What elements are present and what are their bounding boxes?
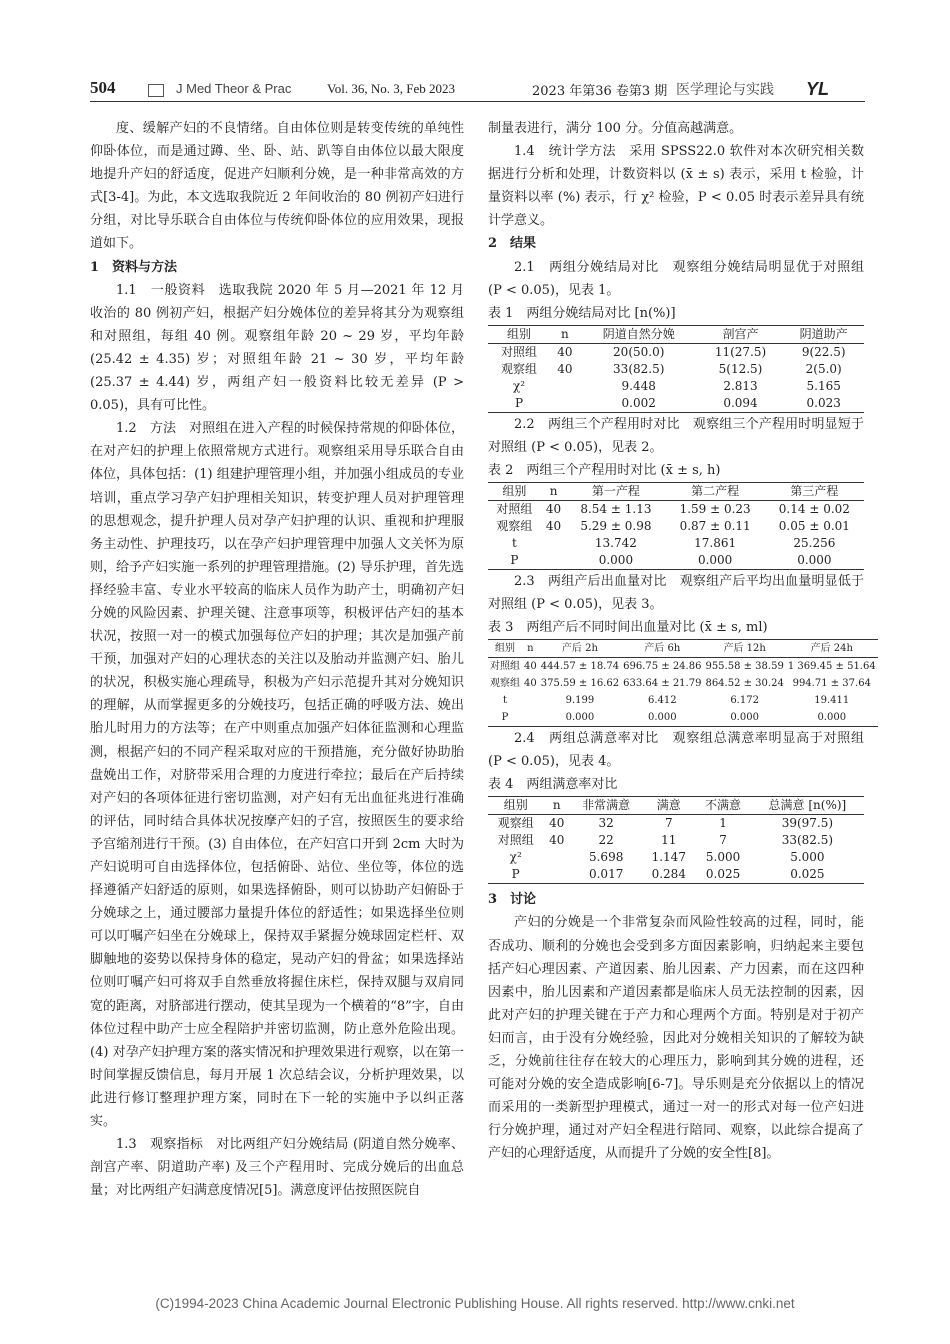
table-cell — [550, 378, 580, 395]
issue-info-cn: 2023 年第36 卷第3 期 — [532, 84, 668, 99]
table-cell: 0.002 — [580, 395, 698, 413]
table-cell: 32 — [598, 816, 614, 831]
table-cell: 5.29 ± 0.98 — [580, 518, 652, 533]
table-header-cell: 产后 6h — [621, 640, 703, 658]
table-header-cell: 剖宫产 — [698, 325, 784, 343]
table-cell: 9.199 — [565, 695, 595, 707]
table-cell: 6.412 — [647, 695, 677, 707]
table-header-cell: 第三产程 — [765, 482, 864, 500]
table-row — [488, 709, 878, 727]
table-cell: 7 — [719, 833, 727, 848]
table-cell — [550, 395, 580, 413]
table-cell — [543, 849, 570, 866]
table-cell: t — [502, 695, 508, 707]
table-cell: 对照组 — [500, 344, 537, 359]
table-cell: 994.71 ± 37.64 — [792, 678, 871, 690]
table-cell: 11 — [661, 833, 677, 848]
table-row — [488, 395, 864, 413]
table-cell: 40 — [524, 678, 537, 690]
table-header-cell: n — [550, 325, 580, 343]
table-cell: P — [488, 866, 543, 884]
table-cell: 9.448 — [621, 378, 656, 393]
table-header-cell: 产后 2h — [539, 640, 621, 658]
table-cell: P — [488, 709, 522, 727]
table-cell: 8.54 ± 1.13 — [580, 501, 652, 516]
table-cell: 13.742 — [594, 535, 637, 550]
table-cell: 0.000 — [786, 709, 878, 727]
left-column — [90, 117, 464, 1202]
table-header-row — [488, 797, 864, 815]
table-cell — [522, 692, 539, 709]
table-header-cell: 组别 — [488, 325, 550, 343]
table-row — [488, 552, 864, 570]
table-cell: 6.172 — [730, 695, 759, 707]
table-row — [488, 361, 864, 378]
table-cell: 40 — [557, 344, 573, 359]
table-cell — [543, 866, 570, 884]
table-cell: 0.87 ± 0.11 — [679, 518, 751, 533]
table3-caption: 表 3 两组产后不同时间出血量对比 (x̄ ± s, ml) — [488, 620, 768, 636]
table-cell — [541, 535, 566, 552]
table-row — [488, 658, 878, 676]
table-cell: 0.000 — [539, 709, 621, 727]
table-cell: 0.025 — [695, 866, 750, 884]
table-header-cell: 产后 24h — [786, 640, 878, 658]
table-cell: 17.861 — [694, 535, 737, 550]
table-cell: 40 — [549, 833, 565, 848]
table-cell: 20(50.0) — [613, 344, 665, 359]
table-cell: 19.411 — [814, 695, 850, 707]
volume-info-en: Vol. 36, No. 3, Feb 2023 — [327, 81, 455, 96]
table-cell: 40 — [557, 361, 573, 376]
table-cell: 1 — [719, 816, 727, 831]
table-cell: 696.75 ± 24.86 — [623, 661, 702, 673]
table1-caption: 表 1 两组分娩结局对比 [n(%)] — [488, 305, 676, 321]
table2 — [488, 482, 864, 570]
table-cell: 0.14 ± 0.02 — [778, 501, 850, 516]
table-cell: t — [512, 535, 517, 550]
table-header-cell: 阴道自然分娩 — [580, 325, 698, 343]
table-cell: 0.017 — [570, 866, 642, 884]
table-cell: 对照组 — [497, 833, 534, 848]
table-cell: 633.64 ± 21.79 — [623, 678, 702, 690]
table-cell: 0.000 — [621, 709, 703, 727]
paragraph: 2.2 两组三个产程用时对比 观察组三个产程用时明显短于对照组 (P < 0.05)，见表 2。 — [488, 416, 864, 455]
table-row — [488, 518, 864, 535]
table-cell: 39(97.5) — [781, 816, 834, 831]
table-cell: 观察组 — [497, 816, 534, 831]
table-row — [488, 866, 864, 884]
table-header-cell: n — [541, 482, 566, 500]
table-row — [488, 692, 878, 709]
table1 — [488, 325, 864, 413]
section-heading: 3 讨论 — [488, 892, 537, 908]
table-cell: 1.147 — [651, 850, 686, 865]
table-row — [488, 849, 864, 866]
table-cell: 观察组 — [490, 678, 520, 690]
section-heading: 2 结果 — [488, 236, 537, 252]
header-rule — [90, 101, 865, 102]
table-cell: 观察组 — [496, 518, 533, 533]
table-row — [488, 378, 864, 395]
table-cell: 864.52 ± 30.24 — [705, 678, 784, 690]
table-header-cell: 组别 — [488, 482, 541, 500]
table-cell: χ² — [512, 378, 526, 393]
table-cell: χ² — [509, 850, 522, 865]
table-row — [488, 535, 864, 552]
table3 — [488, 639, 878, 727]
table-cell: 观察组 — [500, 361, 537, 376]
table-cell: 7 — [664, 816, 673, 831]
table-header-cell: 产后 12h — [703, 640, 785, 658]
table-cell: 955.58 ± 38.59 — [705, 661, 784, 673]
table-cell: 0.094 — [698, 395, 784, 413]
table-cell: 0.025 — [751, 866, 864, 884]
table-cell: P — [488, 552, 541, 570]
table-header-row — [488, 482, 864, 500]
table-cell: 5(12.5) — [718, 361, 763, 376]
table-header-cell: 组别 — [488, 640, 522, 658]
table-cell: 0.000 — [765, 552, 864, 570]
table-cell: 40 — [545, 518, 562, 533]
table-cell: 1 369.45 ± 51.64 — [787, 661, 876, 673]
table-row — [488, 675, 878, 692]
table-row — [488, 815, 864, 833]
table-cell: 0.000 — [566, 552, 665, 570]
table-header-cell: 组别 — [488, 797, 543, 815]
table-cell: 11(27.5) — [714, 344, 767, 359]
journal-logo: YL — [806, 79, 830, 99]
paragraph: 2.4 两组总满意率对比 观察组总满意率明显高于对照组 (P < 0.05)，见表 4。 — [488, 731, 864, 770]
page-number: 504 — [90, 78, 116, 97]
table-cell: P — [488, 395, 550, 413]
table-cell: 2.813 — [723, 378, 758, 393]
table-cell: 0.000 — [666, 552, 765, 570]
section-heading: 1 资料与方法 — [90, 259, 178, 275]
paragraph: 2.1 两组分娩结局对比 观察组分娩结局明显优于对照组 (P < 0.05)，见表 1。 — [488, 259, 864, 298]
paragraph: 1.1 一般资料 选取我院 2020 年 5 月—2021 年 12 月收治的 80 例初产妇，根据产妇分娩体位的差异将其分为观察组和对照组，每组 40 例。观察组年龄 20 ~ 29 岁，平均年龄 (25.42 ± 4.35) 岁；对照组年龄 21 ~ 30 岁，平均年龄 (25.37 ± 4.44) 岁，两组产妇一般资料比较无差异 (P > 0.05)，具有可比性。 — [90, 282, 464, 414]
table-header-row — [488, 640, 878, 658]
table-header-cell: 阴道助产 — [783, 325, 864, 343]
table-cell: 5.000 — [705, 850, 741, 865]
table-cell: 2(5.0) — [805, 361, 842, 376]
table-header-cell: 第一产程 — [566, 482, 665, 500]
table-header-cell: 第二产程 — [666, 482, 765, 500]
paragraph: 1.3 观察指标 对比两组产妇分娩结局 (阴道自然分娩率、剖宫产率、阴道助产率) 及三个产程用时、完成分娩后的出血总量；对比两组产妇满意度情况[5]。满意度评估按照医院自 — [90, 1137, 464, 1199]
table-cell — [541, 552, 566, 570]
table-cell: 0.000 — [703, 709, 785, 727]
table-cell: 40 — [524, 661, 537, 673]
table-cell: 25.256 — [793, 535, 836, 550]
table-cell: 5.000 — [790, 850, 825, 865]
table-cell: 9(22.5) — [801, 344, 846, 359]
journal-name-cn: 医学理论与实践 — [676, 82, 774, 98]
table-header-cell: 总满意 [n(%)] — [751, 797, 864, 815]
table-header-cell: n — [543, 797, 570, 815]
table-cell: 对照组 — [490, 661, 520, 673]
table-cell: 0.05 ± 0.01 — [778, 518, 850, 533]
table-cell: 5.698 — [588, 850, 624, 865]
table-cell: 33(82.5) — [613, 361, 665, 376]
table-header-row — [488, 325, 864, 343]
paragraph: 1.4 统计学方法 采用 SPSS22.0 软件对本次研究相关数据进行分析和处理，计数资料以 (x̄ ± s) 表示，采用 t 检验，计量资料以率 (%) 表示，行 χ² 检验，P < 0.05 时表示差异具有统计学意义。 — [488, 144, 864, 229]
table-cell: 0.023 — [783, 395, 864, 413]
table4 — [488, 796, 864, 884]
paragraph: 制量表进行，满分 100 分。分值高越满意。 — [488, 121, 743, 136]
table-header-cell: 不满意 — [695, 797, 750, 815]
table-header-cell: 非常满意 — [570, 797, 642, 815]
copyright-footer: (C)1994-2023 China Academic Journal Electronic Publishing House. All rights reserved. http://www.cnki.net — [155, 1296, 795, 1311]
paragraph: 度、缓解产妇的不良情绪。自由体位则是转变传统的单纯性仰卧体位，而是通过蹲、坐、卧、站、趴等自由体位以最大限度地提升产妇的舒适度，促进产妇顺利分娩，是一种非常高效的方式[3-4]。为此，本文选取我院近 2 年间收治的 80 例初产妇进行分组，对比导乐联合自由体位与传统仰卧体位的应用效果，现报道如下。 — [90, 121, 464, 252]
journal-name-en: J Med Theor & Prac — [176, 81, 292, 96]
table-cell: 40 — [549, 816, 565, 831]
table4-caption: 表 4 两组满意率对比 — [488, 777, 618, 793]
table-cell: 444.57 ± 18.74 — [540, 661, 620, 673]
table-cell: 1.59 ± 0.23 — [679, 501, 751, 516]
table-header-cell: n — [522, 640, 539, 658]
table2-caption: 表 2 两组三个产程用时对比 (x̄ ± s, h) — [488, 462, 721, 478]
table-row — [488, 832, 864, 849]
paragraph: 1.2 方法 对照组在进入产程的时候保持常规的仰卧体位，在对产妇的护理上依照常规方式进行。观察组采用导乐联合自由体位，具体包括：(1) 组建护理管理小组，并加强小组成员的专业培训，重点学习孕产妇护理相关知识，转变护理人员对护理管理的思想观念，提升护理人员对孕产妇护理的认识、重视和护理服务主动性、护理技巧，以在孕产妇护理管理中加强人文关怀为原则，给予产妇实施一系列的护理管理措施。(2) 导乐护理，首先选择经验丰富、专业水平较高的临床人员作为助产士，明确初产妇分娩的风险因素、护理关键、注意事项等，积极评估产妇的基本状况，按照一对一的模式加强每位产妇的护理；其次是加强产前干预，加强对产妇的心理状态的关注以及胎动并监测产妇、胎儿的状况，积极实施心理疏导，积极为产妇示范提升其对分娩知识的理解，从而掌握更多的分娩技巧，包括正确的呼吸方法、娩出胎儿时用力的方法等；在产中则重点加强产妇体征监测和心理监测，根据产妇的不同产程采取对应的干预措施，充分做好协助胎盘娩出工作，对脐带采用合理的力度进行牵拉；最后在产后持续对产妇的各项体征进行密切监测，对产妇有无出血征兆进行准确的评估，同时结合具体状况按摩产妇的子宫，按照医生的要求给予宫缩剂进行干预。(3) 自由体位，在产妇宫口开到 2cm 大时为产妇说明可自由选择体位，包括俯卧、站位、坐位等，体位的选择遵循产妇舒适的原则，如果选择俯卧，则可以协助产妇俯卧于分娩球之上，通过腰部力量提升体位的舒适性；如果选择坐位则可以叮嘱产妇坐在分娩球上，保持双手紧握分娩球固定栏杆、双脚触地的姿势以保持身体的稳定，晃动产妇的骨盆；如果选择站位则叮嘱产妇可将双手自然垂放将握住床栏，保持双腿与双肩同宽的距离，对脐部进行摆动，使其呈现为一个横着的“8”字，自由体位过程中助产士应全程陪护并密切监测，防止意外危险出现。(4) 对孕产妇护理方案的落实情况和护理效果进行观察，以在第一时间掌握反馈信息，每月开展 1 次总结会议，分析护理效果，以此进行修订整理护理方案，同时在下一轮的实施中予以纠正落实。 — [90, 421, 464, 1130]
table-row — [488, 343, 864, 361]
table-cell: 0.284 — [642, 866, 695, 884]
table-cell — [522, 709, 539, 727]
table-cell: 40 — [545, 501, 562, 516]
square-icon — [148, 84, 164, 97]
paragraph: 产妇的分娩是一个非常复杂而风险性较高的过程，同时，能否成功、顺利的分娩也会受到多方面因素影响，归纳起来主要包括产妇心理因素、产道因素、胎儿因素、产力因素，而在这四种因素中，胎儿因素和产道因素都是临床人员无法控制的因素，因此对产妇的护理关键在于产力和心理两个方面。特别是对于初产妇而言，由于没有分娩经验，因此对分娩相关知识的了解较为缺乏，分娩前往往存在较大的心理压力，影响到其分娩的进程，还可能对分娩的安全造成影响[6-7]。导乐则是充分依据以上的情况而采用的一类新型护理模式，通过一对一的形式对每一位产妇进行分娩护理，通过对产妇全程进行陪同、观察，以此综合提高了产妇的心理舒适度，从而提升了分娩的安全性[8]。 — [488, 915, 864, 1162]
right-column — [488, 117, 876, 1165]
table-cell: 对照组 — [496, 501, 533, 516]
table-row — [488, 500, 864, 518]
paragraph: 2.3 两组产后出血量对比 观察组产后平均出血量明显低于对照组 (P < 0.05)，见表 3。 — [488, 573, 864, 613]
table-header-cell: 满意 — [642, 797, 695, 815]
table-cell: 33(82.5) — [781, 833, 834, 848]
table-cell: 5.165 — [806, 378, 841, 393]
table-cell: 375.59 ± 16.62 — [540, 678, 620, 690]
table-cell: 22 — [598, 833, 614, 848]
